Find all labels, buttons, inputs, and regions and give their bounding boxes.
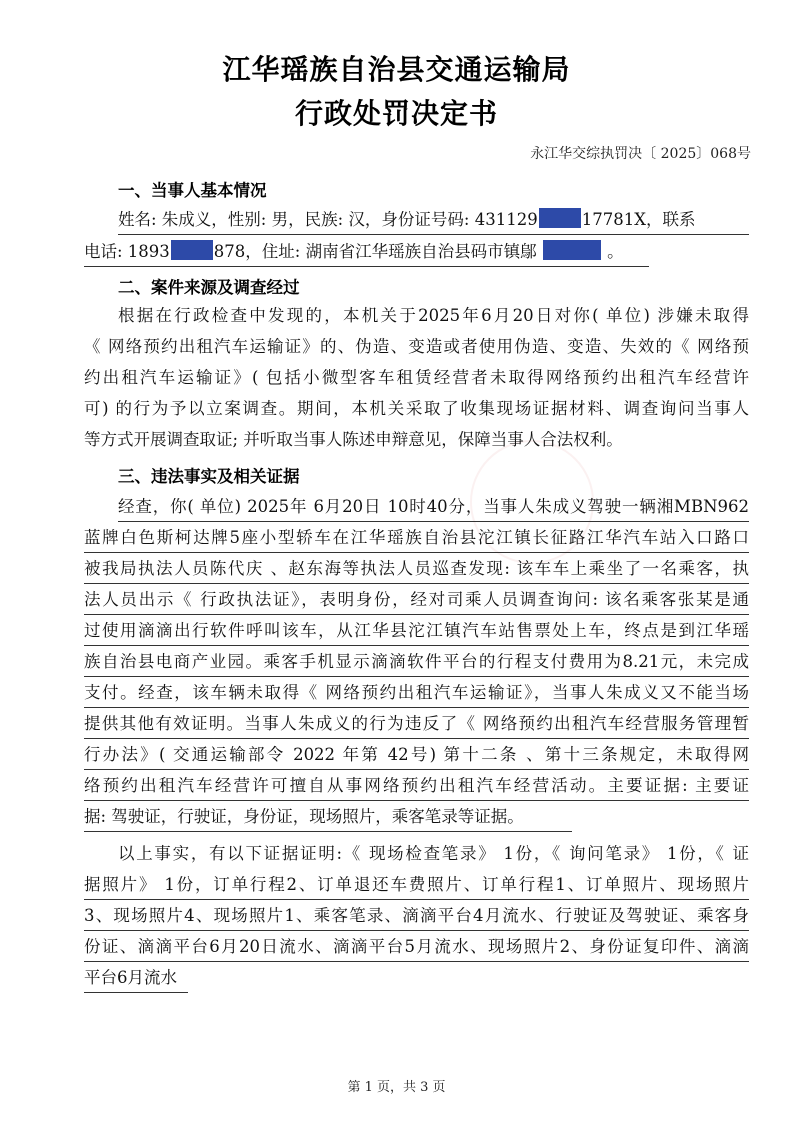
evidence-line: 3、现场照片4、现场照片1、乘客笔录、滴滴平台4月流水、行驶证及驾驶证、乘客身 (84, 902, 749, 931)
evidence-line (118, 840, 749, 868)
evidence-line: 平台6月流水 (84, 964, 188, 993)
section-2-heading: 二、案件来源及调查经过 (118, 278, 300, 297)
section-1-heading: 一、当事人基本情况 (118, 181, 267, 200)
party-info-text-2b: 878，住址: 湖南省江华瑶族自治县码市镇鄔 (213, 242, 537, 261)
violation-fact-line: 支付。经查，该车辆未取得《 网络预约出租汽车运输证》，当事人朱成义又不能当场 (84, 679, 749, 708)
violation-fact-line: 行办法》( 交通运输部令 2022 年第 42号) 第十二条 、第十三条规定，未取得网 (84, 741, 749, 770)
case-source-line: 《 网络预约出租汽车运输证》的、伪造、变造或者使用伪造、变造、失效的《 网络预 (84, 337, 749, 356)
violation-fact-line: 蓝牌白色斯柯达牌5座小型轿车在江华瑶族自治县沱江镇长征路江华汽车站入口路口 (84, 524, 749, 553)
evidence-line: 据照片》 1份，订单行程2、订单退还车费照片、订单行程1、订单照片、现场照片 (84, 871, 749, 900)
redaction-block (539, 208, 581, 228)
violation-fact-line: 族自治县电商产业园。乘客手机显示滴滴软件平台的行程支付费用为8.21元，未完成 (84, 648, 749, 677)
redaction-block (543, 240, 601, 260)
party-info-line-1 (118, 206, 749, 235)
violation-fact-line: 法人员出示《 行政执法证》，表明身份，经对司乘人员调查询问: 该名乘客张某是通 (84, 586, 749, 615)
document-number: 永江华交综执罚决〔 2025〕068号 (530, 146, 751, 162)
agency-title: 江华瑶族自治县交通运输局 (222, 53, 571, 86)
case-source-line: 根据在行政检查中发现的，本机关于2025年6月20日对你( 单位) 涉嫌未取得 (118, 306, 749, 325)
page-number: 第 1 页，共 3 页 (347, 1080, 446, 1095)
party-info-text-2c: 。 (607, 242, 624, 261)
violation-fact-line: 被我局执法人员陈代庆 、赵东海等执法人员巡查发现: 该车车上乘坐了一名乘客，执 (84, 555, 749, 584)
violation-fact-line: 络预约出租汽车经营许可擅自从事网络预约出租汽车经营活动。主要证据: 主要证 (84, 772, 749, 801)
section-3-heading: 三、违法事实及相关证据 (118, 467, 300, 486)
violation-fact-line: 过使用滴滴出行软件呼叫该车，从江华县沱江镇汽车站售票处上车，终点是到江华瑶 (84, 617, 749, 646)
evidence-line: 份证、滴滴平台6月20日流水、滴滴平台5月流水、现场照片2、身份证复印件、滴滴 (84, 933, 749, 962)
party-info-text-1a: 姓名: 朱成义，性别: 男，民族: 汉，身份证号码: 431129 (118, 210, 538, 229)
violation-fact-line: 提供其他有效证明。当事人朱成义的行为违反了《 网络预约出租汽车经营服务管理暂 (84, 710, 749, 739)
party-info-line-2 (84, 238, 649, 267)
redaction-block (171, 240, 213, 260)
document-title: 行政处罚决定书 (294, 97, 498, 130)
violation-fact-line: 经查，你( 单位) 2025年 6月20日 10时40分，当事人朱成义驾驶一辆湘MBN962 (118, 493, 749, 522)
case-source-line: 约出租汽车运输证》( 包括小微型客车租赁经营者未取得网络预约出租汽车经营许 (84, 368, 749, 387)
case-source-line: 等方式开展调查取证; 并听取当事人陈述申辩意见，保障当事人合法权利。 (84, 430, 623, 449)
case-source-line: 可) 的行为予以立案调查。期间，本机关采取了收集现场证据材料、调查询问当事人 (84, 399, 749, 418)
party-info-text-1b: 17781X，联系 (581, 210, 696, 229)
violation-fact-line: 据: 驾驶证，行驶证，身份证，现场照片，乘客笔录等证据。 (84, 803, 572, 832)
evidence-text: 以上事实，有以下证据证明:《 现场检查笔录》 1份，《 询问笔录》 1份，《 证 (118, 844, 749, 863)
party-info-text-2a: 电话: 1893 (84, 242, 170, 261)
